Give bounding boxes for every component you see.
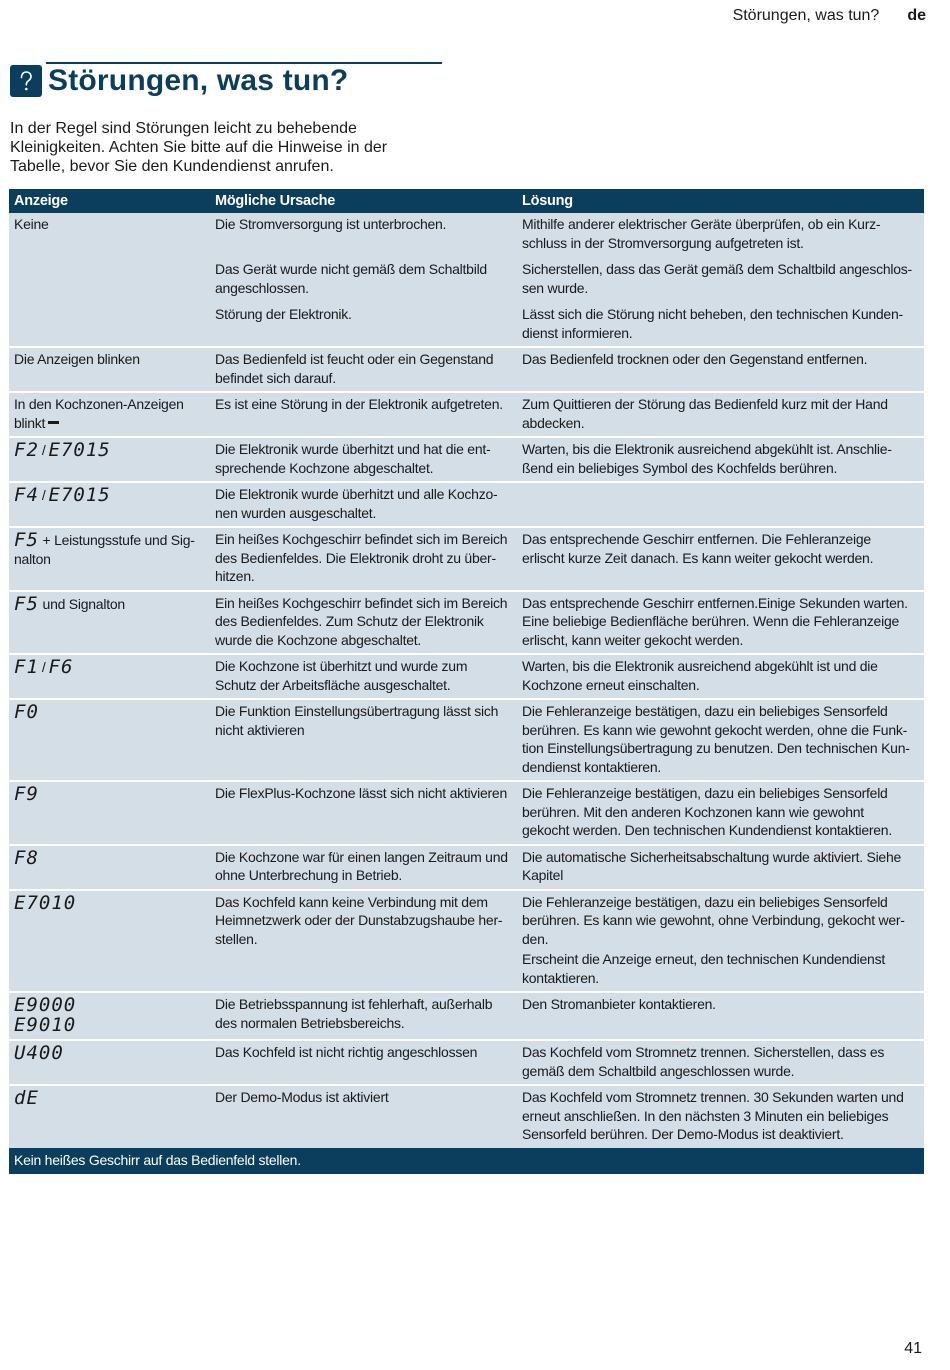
table-row [9,845,924,890]
error-code: F6 [48,656,74,678]
display-cell: Keine [9,213,210,347]
solution-cell: Das Kochfeld vom Stromnetz trennen. 30 Sekunden warten und erneut anschließen. In den nächsten 3 Minuten ein beliebiges Sensorfeld berühren. Der Demo-Modus ist deaktiviert. [517,1085,924,1148]
page-number: 41 [904,1340,922,1357]
table-row [9,781,924,845]
table-row [9,654,924,699]
cause-cell: Ein heißes Kochgeschirr befindet sich im Bereich des Bedienfeldes. Die Elektronik droht zu über- hitzen. [210,527,517,591]
question-icon [10,65,42,97]
table-header-row [9,189,924,213]
display-cell [9,890,210,993]
error-code: E9010 [14,1014,77,1036]
error-code: F2 [14,439,39,461]
table-row [9,437,924,482]
table-row [9,1085,924,1148]
display-cell: F5 und Signalton [9,591,210,655]
solution-cell: Die Fehleranzeige bestätigen, dazu ein beliebiges Sensorfeld berühren. Mit den anderen Kochzonen kann wie gewohnt gekocht werden. Den technischen Kundendienst kontaktieren. [517,781,924,845]
error-code: F5 [14,592,39,615]
cause-cell: Das Bedienfeld ist feucht oder ein Gegenstand befindet sich darauf. [210,347,517,392]
error-code: F5 [14,529,39,551]
error-code: E9000 [14,994,77,1016]
solution-cell: Warten, bis die Elektronik ausreichend abgekühlt ist und die Kochzone erneut einschalten. [517,654,924,699]
table-row [9,1040,924,1085]
solution-cell: Zum Quittieren der Störung das Bedienfeld kurz mit der Hand abdecken. [517,392,924,437]
error-code: dE [14,1087,39,1109]
cause-cell: Es ist eine Störung in der Elektronik aufgetreten. [210,392,517,437]
display-cell: F4 / E7015 [9,482,210,527]
display-cell [9,1085,210,1148]
display-cell [9,781,210,845]
table-row [9,699,924,781]
cause-cell: Die Stromversorgung ist unterbrochen. [210,213,517,258]
cause-cell: Die Elektronik wurde überhitzt und alle Kochzo- nen wurden ausgeschaltet. [210,482,517,527]
header-section-title: Störungen, was tun? [732,7,880,24]
cause-cell: Das Kochfeld kann keine Verbindung mit dem Heimnetzwerk oder der Dunstabzugshaube her- stellen. [210,890,517,993]
header-display: Anzeige [9,189,210,213]
table-footer-row [9,1148,924,1175]
solution-cell: Den Stromanbieter kontaktieren. [517,992,924,1040]
solution-cell: Das Kochfeld vom Stromnetz trennen. Sicherstellen, dass es gemäß dem Schaltbild angeschlossen wurde. [517,1040,924,1085]
cause-cell: Störung der Elektronik. [210,303,517,347]
solution-cell: Mithilfe anderer elektrischer Geräte überprüfen, ob ein Kurz- schluss in der Stromversorgung aufgetreten ist. [517,213,924,258]
solution-cell: Das entsprechende Geschirr entfernen.Einige Sekunden warten. Eine beliebige Bedienfläche berühren. Wenn die Fehleranzeige erlischt, kann weiter gekocht werden. [517,591,924,655]
table-footer-note: Kein heißes Geschirr auf das Bedienfeld stellen. [9,1148,924,1175]
solution-cell: Warten, bis die Elektronik ausreichend abgekühlt ist. Anschlie- ßend ein beliebiges Symbol des Kochfelds berühren. [517,437,924,482]
error-code: E7010 [14,891,77,914]
error-code: E7015 [48,439,111,461]
error-code: E7015 [48,484,111,506]
cause-cell: Das Gerät wurde nicht gemäß dem Schaltbild angeschlossen. [210,258,517,303]
error-code: F9 [14,783,39,805]
display-cell: F2 / E7015 [9,437,210,482]
solution-cell: Das entsprechende Geschirr entfernen. Die Fehleranzeige erlischt kurze Zeit danach. Es kann weiter gekocht werden. [517,527,924,591]
display-cell: F1 / F6 [9,654,210,699]
header-solution: Lösung [517,189,924,213]
cause-cell: Die Funktion Einstellungsübertragung lässt sich nicht aktivieren [210,699,517,781]
error-code: F1 [14,656,39,678]
table-row [9,890,924,993]
display-cell [9,699,210,781]
display-cell [9,992,210,1040]
running-header [733,7,926,25]
cause-cell: Der Demo-Modus ist aktiviert [210,1085,517,1148]
solution-cell [517,482,924,527]
display-cell: F5 + Leistungsstufe und Sig- nalton [9,527,210,591]
segment-bar-symbol [48,421,59,424]
table-row [9,213,924,258]
header-language: de [907,7,926,24]
error-code: F8 [14,846,39,869]
solution-cell: Die Fehleranzeige bestätigen, dazu ein beliebiges Sensorfeld berühren. Es kann wie gewohnt gekocht werden, ohne die Funk- tion Einstellungsübertragung zu benutzen. Den technischen Kun- dendienst kontaktieren. [517,699,924,781]
display-cell: Die Anzeigen blinken [9,347,210,392]
cause-cell: Die Elektronik wurde überhitzt und hat die ent- sprechende Kochzone abgeschaltet. [210,437,517,482]
solution-cell: Die automatische Sicherheitsabschaltung wurde aktiviert. Siehe Kapitel [517,845,924,890]
table-row [9,392,924,437]
cause-cell: Die FlexPlus-Kochzone lässt sich nicht aktivieren [210,781,517,845]
error-code: F4 [14,484,39,506]
cause-cell: Die Kochzone war für einen langen Zeitraum und ohne Unterbrechung in Betrieb. [210,845,517,890]
intro-text: In der Regel sind Störungen leicht zu behebende Kleinigkeiten. Achten Sie bitte auf die Hinweise in der Tabelle, bevor Sie den Kundendienst anrufen. [10,120,388,175]
fault-table [9,189,924,1174]
cause-cell: Ein heißes Kochgeschirr befindet sich im Bereich des Bedienfeldes. Zum Schutz der Elektronik wurde die Kochzone abgeschaltet. [210,591,517,655]
display-cell [9,1040,210,1085]
table-row [9,482,924,527]
table-row [9,992,924,1040]
display-cell: In den Kochzonen-Anzeigen blinkt [9,392,210,437]
cause-cell: Das Kochfeld ist nicht richtig angeschlossen [210,1040,517,1085]
cause-cell: Die Kochzone ist überhitzt und wurde zum Schutz der Arbeitsfläche ausgeschaltet. [210,654,517,699]
title-row [10,64,348,98]
page-title: Störungen, was tun? [48,64,349,97]
table-row [9,591,924,655]
error-code: U400 [14,1042,64,1064]
header-cause: Mögliche Ursache [210,189,517,213]
table-row [9,527,924,591]
solution-cell: Lässt sich die Störung nicht beheben, den technischen Kunden- dienst informieren. [517,303,924,347]
solution-cell: Die Fehleranzeige bestätigen, dazu ein beliebiges Sensorfeld berühren. Es kann wie gewohnt, ohne Verbindung, gekocht wer- den. Erscheint die Anzeige erneut, den technischen Kundendienst kontaktieren. [517,890,924,993]
solution-cell: Sicherstellen, dass das Gerät gemäß dem Schaltbild angeschlos- sen wurde. [517,258,924,303]
cause-cell: Die Betriebsspannung ist fehlerhaft, außerhalb des normalen Betriebsbereichs. [210,992,517,1040]
solution-cell: Das Bedienfeld trocknen oder den Gegenstand entfernen. [517,347,924,392]
error-code: F0 [14,701,39,723]
display-cell [9,845,210,890]
table-row [9,347,924,392]
